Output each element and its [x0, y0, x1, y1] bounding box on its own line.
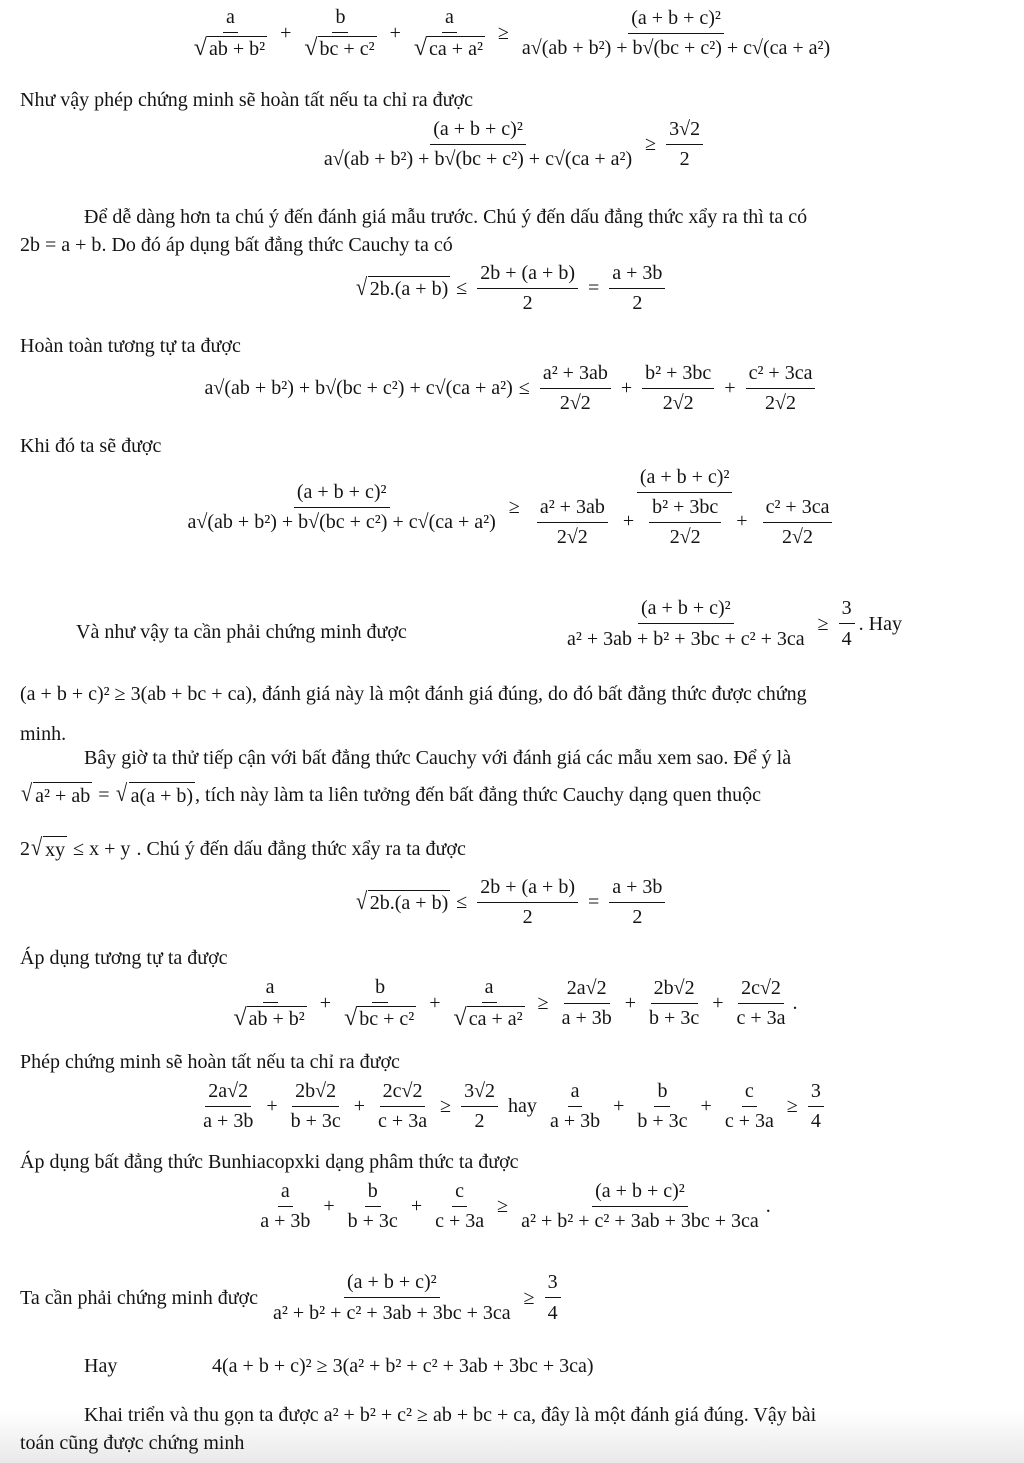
paragraph-3: Hoàn toàn tương tự ta được [20, 335, 241, 357]
paragraph-6: (a + b + c)² ≥ 3(ab + bc + ca), đánh giá này là một đánh giá đúng, do đó bất đẳng thức được chứng [20, 683, 807, 705]
formula-9: 2a√2 a + 3b + $\frac{2b√2}{b + 3c}$ + $\frac{2c√2}{c + 3a}$ ≥ $\frac{3√2}{2}$ hay a a + 3b + $\frac{b}{b + 3c}$ + $\frac{c}{c + 3a}$ ≥ $\frac{3}{4}$ [0, 1080, 1024, 1133]
paragraph-hay: Hay [84, 1355, 118, 1377]
paragraph-8: √ a² + ab = √ a(a + b) , tích này làm ta liên tưởng đến bất đẳng thức Cauchy dạng quen thuộc [20, 781, 762, 807]
formula-2: $\frac{\text{(a + b + c)²}}{\text{a√(ab + b²) + b√(bc + c²) + c√(ca + a²)}}$ ≥ $\frac{3√2}{2}$ [0, 118, 1024, 171]
formula-10: a a + 3b + $\frac{b}{b + 3c}$ + $\frac{c}{c + 3a}$ ≥ $\frac{\text{(a + b + c)²}}{\text{a² + b² + c² + 3ab + 3bc + 3ca}}$ . [260, 1180, 771, 1232]
paragraph-12: Áp dụng bất đẳng thức Bunhiacopxki dạng phâm thức ta được [20, 1151, 519, 1173]
paragraph-9: 2 √ xy ≤ x + y . Chú ý đến dấu đẳng thức xẩy ra ta được [20, 835, 466, 861]
paragraph-10: Áp dụng tương tự ta được [20, 947, 228, 969]
paragraph-11: Phép chứng minh sẽ hoàn tất nếu ta chỉ ra được [20, 1051, 400, 1073]
paragraph-15: toán cũng được chứng minh [20, 1432, 245, 1454]
formula-4: a√(ab + b²) + b√(bc + c²) + c√(ca + a²) ≤ $\frac{\text{a² + 3ab}}{2√2}$ + $\frac{\text{b² + 3bc}}{2√2}$ + $\frac{\text{c² + 3ca}}{2√2}$ [0, 362, 1024, 415]
paragraph-1: Như vậy phép chứng minh sẽ hoàn tất nếu ta chỉ ra được [20, 89, 473, 111]
paragraph-2b: 2b = a + b. Do đó áp dụng bất đẳng thức Cauchy ta có [20, 234, 453, 256]
formula-3: √ 2b.(a + b) ≤ $\frac{2b + (a + b)}{2}$ = $\frac{a + 3b}{2}$ [0, 262, 1024, 315]
paragraph-6b: minh. [20, 723, 67, 745]
formula-6: $\frac{\text{(a + b + c)²}}{\text{a² + 3ab + b² + 3bc + c² + 3ca}}$ ≥ $\frac{3}{4}$ . Hay [567, 597, 902, 650]
formula-8: a √ ab + b² + $\frac{b}{\text{√ bc + c²}}$ + $\frac{a}{\text{√ ca + a²}}$ ≥ $\frac{2a√2}{a + 3b}$ + $\frac{2b√2}{b + 3c}$ + $\frac{2c√2}{c + 3a}$ . [233, 976, 798, 1031]
formula-5: $\frac{\text{(a + b + c)²}}{\text{a√(ab + b²) + b√(bc + c²) + c√(ca + a²)}}$ ≥ (a + b + c)² $\frac{\text{a² + 3ab}}{2√2}$ + $\frac{\text{b² + 3bc}}{2√2}$ + $\frac{\text{c² + 3ca}}{2√2}$ [0, 466, 1024, 549]
paragraph-5: Và như vậy ta cần phải chứng minh được [76, 621, 407, 643]
paragraph-2: Để dễ dàng hơn ta chú ý đến đánh giá mẫu trước. Chú ý đến dấu đẳng thức xẩy ra thì ta có [84, 206, 808, 228]
formula-11: Ta cần phải chứng minh được $\frac{\text{(a + b + c)²}}{\text{a² + b² + c² + 3ab + 3bc + 3ca}}$ ≥ $\frac{3}{4}$ [20, 1270, 565, 1325]
paragraph-14: Khai triển và thu gọn ta được a² + b² + c² ≥ ab + bc + ca, đây là một đánh giá đúng. Vậy bài [84, 1404, 817, 1426]
paragraph-7: Bây giờ ta thử tiếp cận với bất đẳng thức Cauchy với đánh giá các mẫu xem sao. Để ý là [84, 747, 792, 769]
formula-12: 4(a + b + c)² ≥ 3(a² + b² + c² + 3ab + 3bc + 3ca) [212, 1355, 594, 1377]
formula-1: a √ ab + b² + $\frac{b}{\text{√ bc + c²}}$ + $\frac{a}{\text{√ ca + a²}}$ ≥ $\frac{\text{(a + b + c)²}}{\text{a√(ab + b²) + b√(bc + c²) + c√(ca + a²)}}$ [193, 6, 831, 61]
formula-7: √ 2b.(a + b) ≤ $\frac{2b + (a + b)}{2}$ = $\frac{a + 3b}{2}$ [0, 876, 1024, 929]
paragraph-4: Khi đó ta sẽ được [20, 435, 162, 457]
